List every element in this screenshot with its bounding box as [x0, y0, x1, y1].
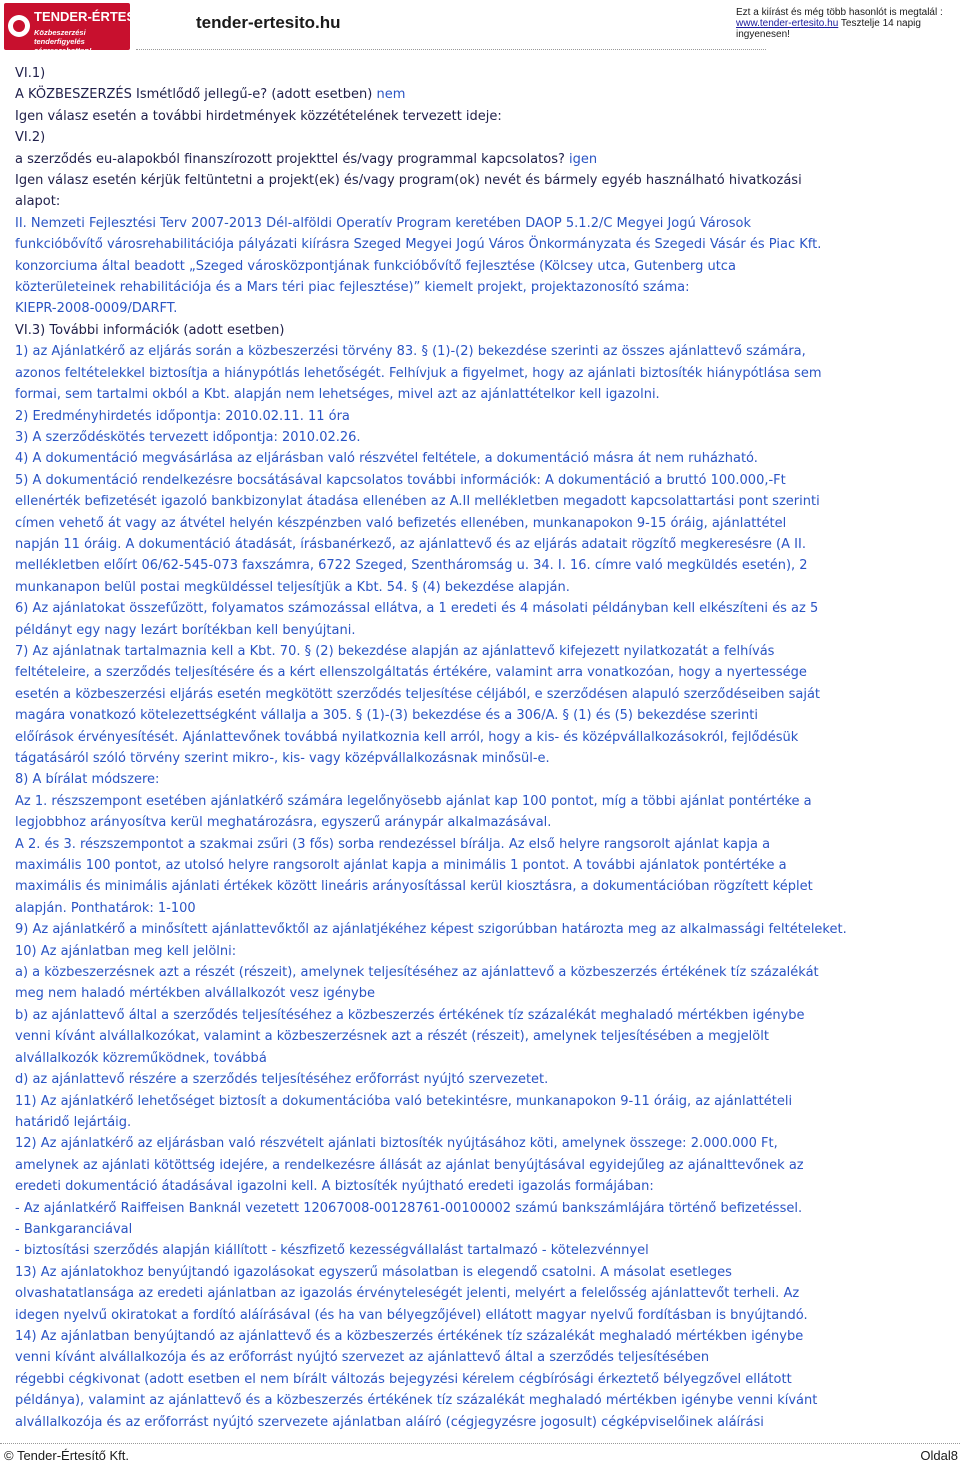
info-item-7: 7) Az ajánlatnak tartalmaznia kell a Kbt. 70. § (2) bekezdése alapján az ajánlattevő kifejezett nyilatkozatát a felhívás feltételeire, a szerződés teljesítésére és a kért ellenszolgáltatás értékére, valamint arra vonatkozóan, hogy a nyertessége esetén a közbeszerzési eljárás esetén megkötött szerződés teljesítése céljából, e szerződésen alapuló szerződéseiben saját magára vonatkozó kötelezettségként vállalja a 305. § (1)-(3) bekezdése és a 306/A. § (1) és (5) bekezdése szerinti előírások érvényesítését. Ajánlattevőnek továbbá nyilatkoznia kell arról, hogy a kis- és középvállalkozásokról, fejlődésük tágatásáról szóló törvény szerint mikro-, kis- vagy középvállalkozásnak minősül-e. — [15, 643, 821, 766]
site-name: tender-ertesito.hu — [196, 13, 341, 32]
info-item-6: 6) Az ajánlatokat összefűzött, folyamatos számozással ellátva, a 1 eredeti és 4 másolati példányban kell elkészíteni és az 5 példányt egy nagy lezárt borítékban kell benyújtani. — [15, 601, 819, 638]
footer-copyright: © Tender-Értesítő Kft. — [4, 1448, 129, 1463]
info-item-10a: a) a közbeszerzésnek azt a részét (részeit), amelynek teljesítéséhez az ajánlattevő a közbeszerzés értékének tíz százalékát meg nem haladó mértékben alvállalkozót vesz igénybe — [15, 965, 819, 1002]
promo-suffix: Tesztelje 14 napig ingyenesen! — [736, 18, 921, 40]
guarantee-option-2: - Bankgaranciával — [15, 1221, 133, 1237]
info-item-11: 11) Az ajánlatkérő lehetőséget biztosít a dokumentációba való betekintésre, munkanapokon 9-11 óráig, az ajánlattételi határidő lejártáig. — [15, 1093, 793, 1130]
recurring-question: A KÖZBESZERZÉS Ismétlődő jellegű-e? (adott esetben) nem — [15, 87, 406, 103]
recurring-answer: nem — [376, 87, 406, 103]
info-item-9: 9) Az ajánlatkérő a minősített ajánlattevőktől az ajánlatjékéhez képest szigorúbban határozta meg az alkalmassági feltételeket. — [15, 922, 847, 938]
logo-title: TENDER-ÉRTESÍTŐ.hu — [34, 9, 177, 24]
info-item-10b: b) az ajánlattevő által a szerződés teljesítéséhez a közbeszerzés értékének tíz százalékát meghaladó mértékben igénybe venni kívánt alvállalkozókat, valamint a közbeszerzésnek azt a részét (részeit), amelynek teljesítésében a megjelölt alvállalkozók közreműködnek, továbbá — [15, 1007, 805, 1066]
info-item-4: 4) A dokumentáció megvásárlása az eljárásban való részvétel feltétele, a dokumentáció másra át nem ruházható. — [15, 451, 758, 467]
info-item-8: 8) A bírálat módszere: — [15, 772, 160, 788]
section-vi1-heading: VI.1) — [15, 66, 46, 81]
info-item-1: 1) az Ajánlatkérő az eljárás során a közbeszerzési törvény 83. § (1)-(2) bekezdése szerinti az összes ajánlattevő számára, azonos feltételekkel biztosítja a hiánypótlás lehetőségét. Felhívjuk a figyelmet, hogy az ajánlati biztosíték hiánypótlása sem formai, sem tartalmi okból a Kbt. alapján nem lehetséges, mivel azt az ajánlattételkor kell igazolni. — [15, 344, 822, 403]
project-reference: II. Nemzeti Fejlesztési Terv 2007-2013 Dél-alföldi Operatív Program keretében DAOP 5.1.2/C Megyei Jogú Városok funkcióbővítő városrehabilitációja pályázati kiírásra Szeged Megyei Jogú Város Önkormányzata és Szegedi Vásár és Piac Kft. konzorciuma által beadott „Szeged városközpontjának funkcióbővítő fejlesztése (Kölcsey utca, Gutenberg utca közterületeinek rehabilitációja és a Mars téri piac fejlesztése)” kiemelt projekt, projektazonosító száma: KIEPR-2008-0009/DARFT. — [15, 215, 822, 317]
guarantee-option-3: - biztosítási szerződés alapján kiállított - készfizető kezességvállalást tartalmazó - kötelezvénnyel — [15, 1243, 649, 1259]
evaluation-part-1: Az 1. részszempont esetében ajánlatkérő számára legelőnyösebb ajánlat kap 100 pontot, míg a többi ajánlat pontértéke a legjobbhoz arányosítva kerül meghatározásra, egyszerű aránypár alkalmazásával. — [15, 793, 812, 831]
info-item-10d: d) az ajánlattevő részére a szerződés teljesítéséhez erőforrást nyújtó szervezetet. — [15, 1072, 549, 1088]
section-vi3-heading: VI.3) További információk (adott esetben) — [15, 322, 285, 338]
eu-funds-answer: igen — [569, 151, 598, 167]
promo-text: Ezt a kiírást és még több hasonlót is megtalál : — [736, 7, 943, 18]
header-divider — [136, 49, 766, 50]
site-logo[interactable] — [4, 3, 177, 55]
evaluation-part-2: A 2. és 3. részszempontot a szakmai zsűri (3 fős) sorba rendezéssel bírálja. Az első helyre rangsorolt ajánlat kapja a maximális 100 pontot, az utolsó helyre rangsorolt ajánlat kapja a minimális 1 pontot. A további ajánlatok pontértéke a maximális és minimális ajánlati értékek között lineáris arányosítással kerül kiosztásra, a dokumentációban rögzített képlet alapján. Ponthatárok: 1-100 — [15, 836, 813, 916]
info-item-13: 13) Az ajánlatokhoz benyújtandó igazolásokat egyszerű másolatban is elegendő csatolni. A másolat esetleges olvashatatlansága az eredeti ajánlatban az igazolás érvényteleségét jelenti, melyért a felelősség ajánlattevőt terheli. Az idegen nyelvű okiratokat a fordító aláírásával (és ha van bélyegzőjével) ellátott magyar nyelvű fordításban is bnyújtandó. — [15, 1264, 808, 1323]
promo-box — [736, 7, 958, 40]
document-body — [15, 63, 945, 1433]
info-item-10: 10) Az ajánlatban meg kell jelölni: — [15, 943, 237, 959]
logo-subtitle: Közbeszerzési tenderfigyelés cégreszabottan! — [34, 28, 92, 55]
page-number: Oldal8 — [920, 1448, 958, 1463]
info-item-14: 14) Az ajánlatban benyújtandó az ajánlattevő és a közbeszerzés értékének tíz százalékát meghaladó mértékben igénybe venni kívánt alvállalkozója és az erőforrást nyújtó szervezet az ajánlattevő által a szerződés teljesítésében régebbi cégkivonat (adott esetben el nem bírált változás bejegyzési kérelem cégbírósági érkeztető bélyegzővel ellátott példánya), valamint az ajánlattevő és a közbeszerzés értékének tíz százalékát meghaladó mértékben igénybe venni kívánt alvállalkozója és az erőforrást nyújtó szervezete ajánlatban aláíró (cégjegyzésre jogosult) cégképviselőinek aláírási — [15, 1328, 818, 1430]
eu-funds-followup: Igen válasz esetén kérjük feltüntetni a projekt(ek) és/vagy program(ok) nevét és bármely egyéb használható hivatkozási alapot: — [15, 173, 802, 210]
info-item-5: 5) A dokumentáció rendelkezésre bocsátásával kapcsolatos további információk: A dokumentáció a bruttó 100.000,-Ft ellenérték befizetését igazoló bankbizonylat átadása ellenében az A.II mellékletben megadott kapcsolattartási pont szerinti címen vehető át vagy az átvétel helyén készpénzben való befizetés ellenében, munkanapokon 9-15 óráig, ajánlattétel napján 11 óráig. A dokumentáció átadását, írásbanérkező, az ajánlattevő és az eljárás adatait rögzítő megkeresésre (A II. mellékletben előírt 06/62-545-073 faxszámra, 6722 Szeged, Szentháromság u. 34. I. 16. címre való megküldés esetén), 2 munkanapon belül postai megküldéssel teljesítjük a Kbt. 54. § (4) bekezdése alapján. — [15, 472, 820, 595]
footer-divider — [0, 1443, 960, 1444]
recurring-followup: Igen válasz esetén a további hirdetmények közzétételének tervezett ideje: — [15, 108, 502, 124]
guarantee-option-1: - Az ajánlatkérő Raiffeisen Banknál vezetett 12067008-00128761-00100002 számú bankszámlájára történő befizetéssel. — [15, 1200, 803, 1216]
eu-funds-question: a szerződés eu-alapokból finanszírozott projekttel és/vagy programmal kapcsolatos? igen — [15, 151, 598, 167]
logo-emblem-icon — [8, 15, 30, 37]
section-vi2-heading: VI.2) — [15, 130, 46, 146]
page-header — [0, 0, 960, 55]
promo-link[interactable]: www.tender-ertesito.hu — [736, 18, 839, 29]
info-item-3: 3) A szerződéskötés tervezett időpontja: 2010.02.26. — [15, 429, 361, 445]
info-item-2: 2) Eredményhirdetés időpontja: 2010.02.11. 11 óra — [15, 408, 350, 424]
info-item-12: 12) Az ajánlatkérő az eljárásban való részvételt ajánlati biztosíték nyújtásához köti, amelynek összege: 2.000.000 Ft, amelynek az ajánlati kötöttség idejére, a rendelkezésre állását az ajánlat benyújtásával egyidejűleg az ajánalttevőnek az eredeti dokumentáció átadásával igazolni kell. A biztosíték nyújtható eredeti igazolás formájában: — [15, 1136, 804, 1195]
